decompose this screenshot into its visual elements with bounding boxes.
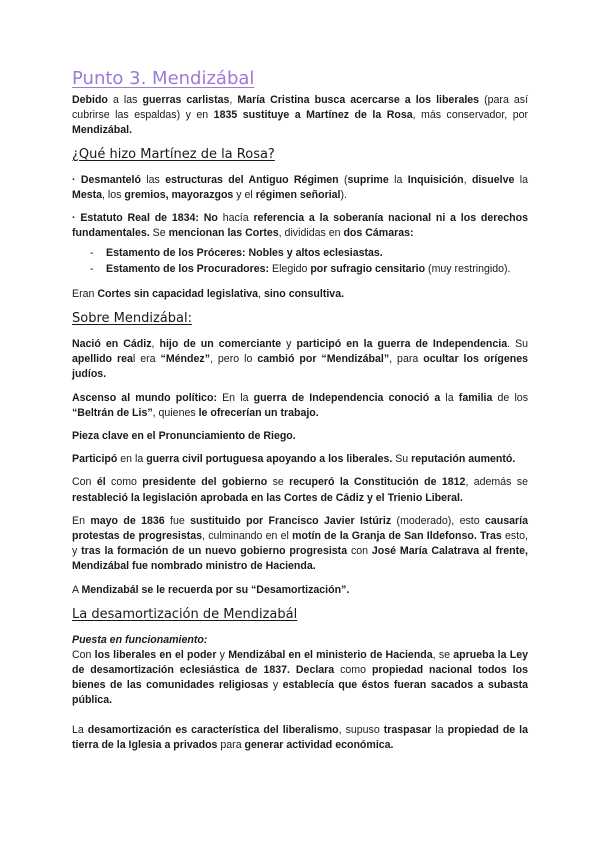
text: , se [432,648,454,661]
text: l era [132,353,161,366]
text: , divididas en [278,227,344,240]
text-bold: Participó [72,453,118,466]
text: , para [389,353,424,366]
text-bold: desamortización es característica del liberalismo [87,723,339,736]
list-dash: - [90,247,94,260]
paragraph-ley-1837 [72,648,528,709]
text-bold: régimen señorial [255,188,341,201]
paragraph-liberalismo [72,723,528,753]
paragraph-cortes-consultiva [72,287,528,302]
text-bold: protestas de progresistas [72,530,203,543]
text-bold: traspasar [383,723,432,736]
text-bold: “Beltrán de Lis” [72,406,153,419]
paragraph-estatuto [72,211,528,241]
text-bold: recuperó la Constitución de 1812 [289,476,466,489]
text: fue [164,514,191,527]
paragraph-nacio [72,337,528,383]
text-bold: Inquisición [407,173,464,186]
text: la [431,723,448,736]
text-bold: por sufragio censitario [310,262,426,275]
text: La [72,723,88,736]
text-bold: José María Calatrava al frente, Mendizábal fue nombrado ministro de Hacienda. [72,545,529,573]
text-bold: motín de la Granja de San Ildefonso. Tras [292,530,502,543]
text: hacía [217,212,254,225]
text: , los [102,188,125,201]
text-bold: los liberales en el poder [94,648,217,661]
text: , [463,173,472,186]
text: y el [233,188,256,201]
text: , más conservador, por [412,109,529,122]
text: se [267,476,290,489]
text: de los [492,391,528,404]
text-bold: presidente del gobierno [142,476,268,489]
paragraph-recuerda [72,583,528,598]
text-bold: Ascenso al mundo político: [72,391,217,404]
camaras-list [72,246,528,276]
text-bold: estructuras del Antiguo Régimen [165,173,339,186]
text: en la [117,453,147,466]
text-bold: Estamento de los Procuradores: [106,262,270,275]
paragraph-portugal [72,452,528,467]
text: (para así cubrirse las espaldas) y en [72,94,529,122]
text-bold: sino consultiva. [263,287,345,300]
text: a las [107,94,143,106]
subsection-label: Puesta en funcionamiento: [72,633,208,646]
text-bold: guerra de Independencia conoció a [253,391,441,404]
section-heading-mendizabal: Sobre Mendizábal: [72,311,192,327]
text: Con [72,648,95,661]
text-bold: mayo de 1836 [90,514,165,527]
text: y [216,648,229,661]
text-bold: Cortes sin capacidad legislativa [97,287,259,300]
list-item [72,262,528,277]
text-bold: aprueba la Ley de desamortización eclesiástica de 1837. [72,648,528,677]
text: , supuso [338,723,384,736]
text: Se [149,227,169,240]
text-bold: le ofrecerían un trabajo. [198,406,319,419]
text-bold: establecía que éstos fueran sacados a subasta pública. [72,679,529,707]
text-bold: generar actividad económica. [244,738,394,751]
text: Su [392,453,412,466]
text-bold: familia [458,391,493,404]
text: y [268,679,283,692]
text-bold: Estamento de los Próceres: Nobles y altos eclesiastas. [106,247,383,260]
text-bold: 1835 sustituye a Martínez de la Rosa [213,109,413,122]
text-bold: · Estatuto Real de 1834: No [72,212,218,225]
text: , quienes [152,406,199,419]
section-heading-desamortizacion: La desamortización de Mendizabál [72,606,298,622]
text-bold: Declara [295,664,335,677]
text-bold: Mesta [72,188,103,201]
text-bold: él [96,476,106,489]
text-bold: restableció la legislación aprobada en las Cortes de Cádiz y el Trienio Liberal. [72,491,463,504]
text-bold: dos Cámaras: [343,227,414,240]
text-bold: mencionan las Cortes [168,227,279,240]
text: y [281,338,297,351]
paragraph-ascenso [72,391,528,421]
text: En la [216,391,254,404]
text: (moderado), esto [391,514,485,527]
text-bold: propiedad nacional todos los bienes de las comunidades religiosas [72,664,528,692]
text-bold: suprime [347,173,389,186]
paragraph-presidente [72,475,528,505]
text-bold: disuelve [471,173,515,186]
text: ( [338,173,348,186]
text-bold: Mendizábal. [72,124,133,137]
text: Elegido [269,262,311,275]
text-bold: apellido rea [72,353,133,366]
text-bold: cambió por “Mendizábal” [257,353,390,366]
text: con [347,545,372,558]
text-bold: guerra civil portuguesa apoyando a los liberales. [146,453,393,466]
text-bold: Debido [72,94,108,106]
text-bold: sustituido por Francisco Javier Istúriz [190,514,392,527]
text: Con [72,476,97,489]
text: la [514,173,528,186]
text-bold: guerras carlistas [142,94,230,106]
text-bold: reputación aumentó. [411,453,516,466]
text: las [140,173,166,186]
text-bold: hijo de un comerciante [159,338,282,351]
text: , [229,94,238,106]
text: , además se [465,476,528,489]
text: para [217,738,245,751]
text-bold: María Cristina busca acercarse a los liberales [237,94,480,106]
text: , culminando en el [202,530,293,543]
list-item [72,246,528,261]
text-bold: ocultar los orígenes judíos. [72,353,528,381]
text: En [72,514,91,527]
text-bold: causaría [485,514,528,527]
text: la [440,391,459,404]
paragraph-desmantelo [72,173,528,203]
paragraph-riego [72,429,528,444]
intro-paragraph [72,93,528,139]
text-bold: Mendizábal en el ministerio de Hacienda [228,648,433,661]
text-bold: tras la formación de un nuevo gobierno progresista [81,545,348,558]
text: la [388,173,408,186]
text: A [72,583,82,596]
list-dash: - [90,262,94,275]
text: como [334,664,372,677]
text: , [151,338,160,351]
text-bold: Nació en Cádiz [72,338,152,351]
page-title: Punto 3. Mendizábal [72,68,255,89]
text: esto, y [72,530,528,558]
text-bold: participó en la guerra de Independencia [296,338,508,351]
text: Eran [72,287,98,300]
text-bold: propiedad de la tierra de la Iglesia a privados [72,723,529,751]
text-bold: “Méndez” [160,353,210,366]
text: ). [340,188,347,201]
text: . Su [507,338,529,351]
text: (muy restringido). [425,262,511,275]
text: como [105,476,143,489]
text-bold: Pieza clave en el Pronunciamiento de Riego. [72,430,296,443]
section-heading-martinez: ¿Qué hizo Martínez de la Rosa? [72,146,275,162]
text: , [258,287,264,300]
text-bold: gremios, mayorazgos [124,188,234,201]
text: , pero lo [210,353,258,366]
text-bold: Mendizabál se le recuerda por su “Desamortización”. [81,583,350,596]
text-bold: · Desmanteló [72,173,141,186]
text-bold: referencia a la soberanía nacional ni a los derechos fundamentales. [72,212,529,240]
paragraph-mayo-1836 [72,514,528,575]
